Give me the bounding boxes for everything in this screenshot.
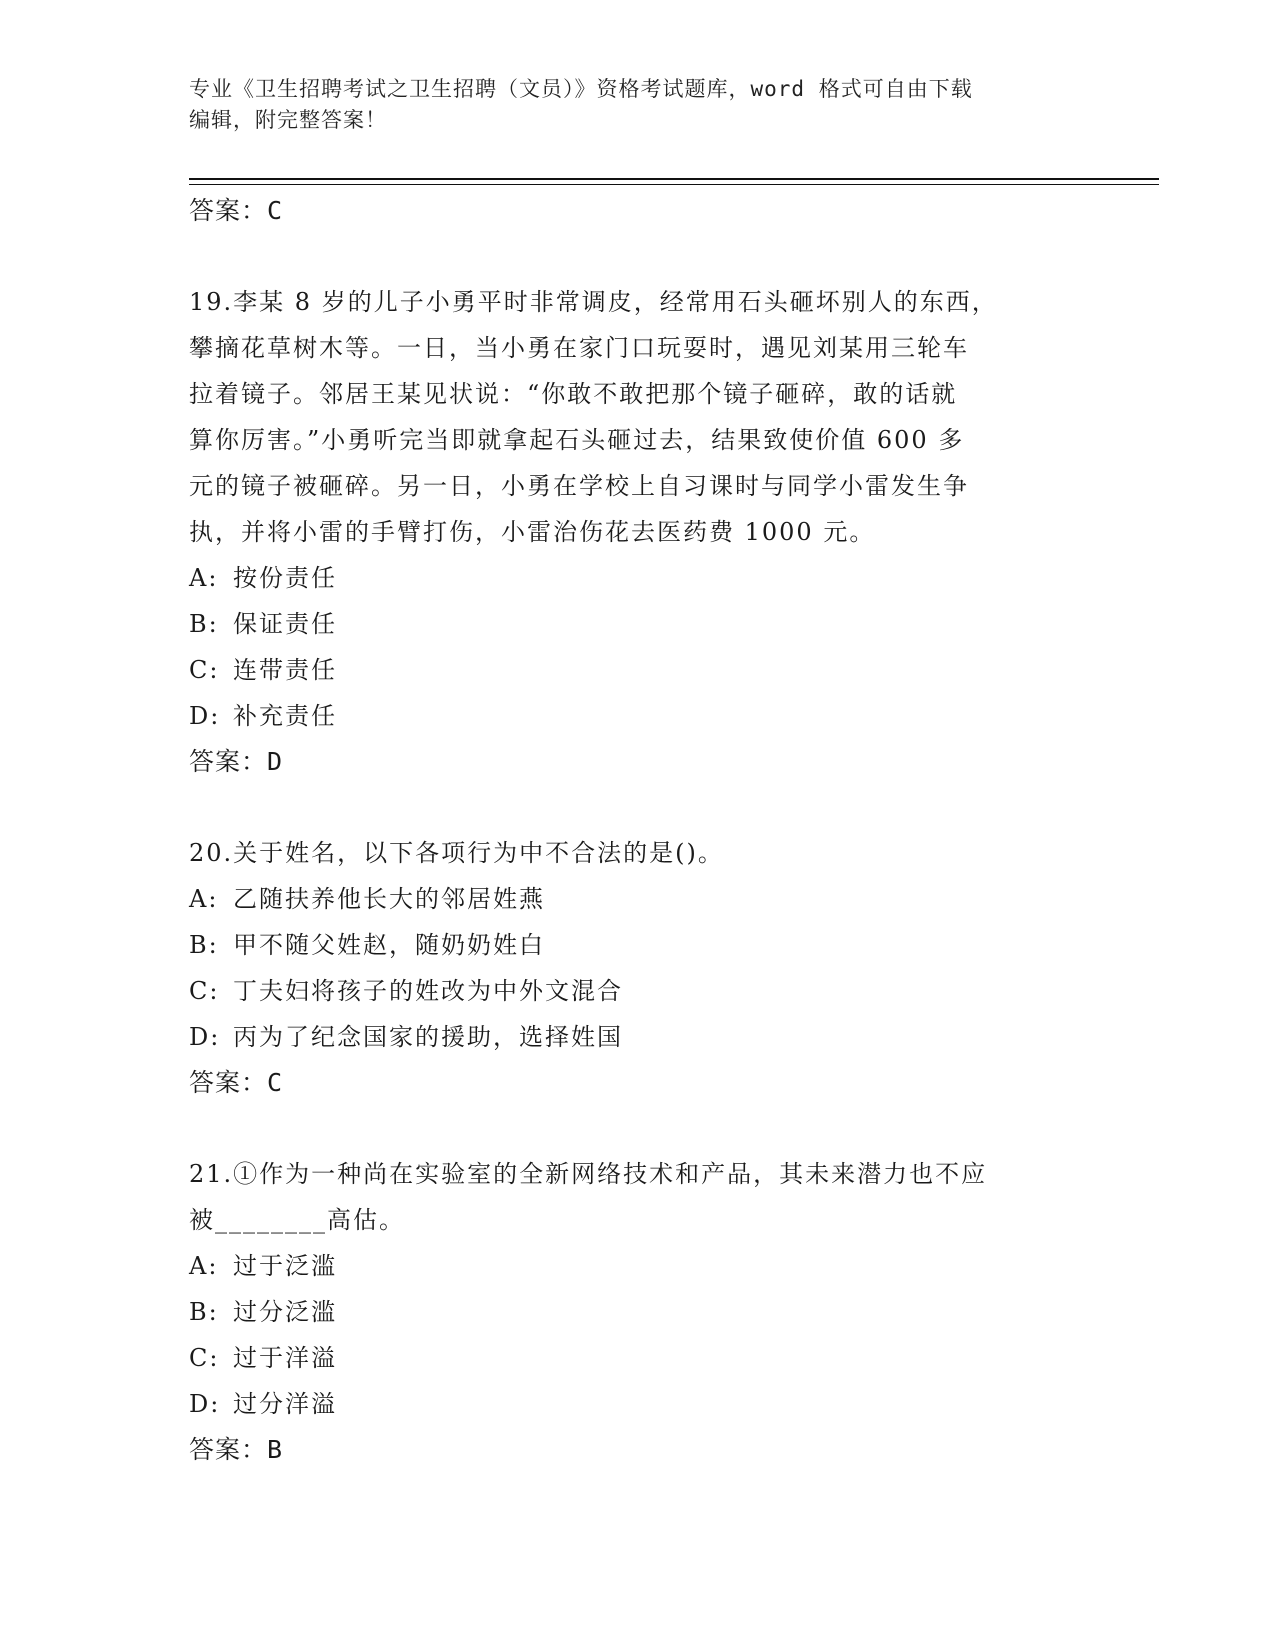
option-a	[189, 1243, 1089, 1289]
option-d	[189, 693, 1089, 739]
header-rule-thin	[189, 184, 1159, 185]
header-rule-thick	[189, 178, 1159, 180]
option-a	[189, 876, 1089, 922]
question-text-line: 元的镜子被砸碎。另一日，小勇在学校上自习课时与同学小雷发生争	[189, 472, 969, 500]
option-a	[189, 555, 1089, 601]
header-line-2: 编辑，附完整答案！	[189, 108, 387, 132]
question-text-line: 攀摘花草树木等。一日，当小勇在家门口玩耍时，遇见刘某用三轮车	[189, 334, 969, 362]
option-text: 过分泛滥	[233, 1298, 337, 1326]
option-text: 乙随扶养他长大的邻居姓燕	[233, 885, 545, 913]
option-label: A:	[189, 1252, 219, 1280]
option-d	[189, 1381, 1089, 1427]
option-text: 过分洋溢	[233, 1390, 337, 1418]
question-text-line: 被________高估。	[189, 1206, 405, 1234]
option-label: B:	[189, 610, 219, 638]
option-label: C:	[189, 1344, 220, 1372]
header-line-1: 专业《卫生招聘考试之卫生招聘（文员）》资格考试题库，word 格式可自由下载	[189, 77, 973, 101]
option-b	[189, 922, 1089, 968]
answer-line: 答案：B	[189, 1435, 284, 1464]
option-label: D:	[189, 1023, 221, 1051]
option-label: B:	[189, 931, 219, 959]
option-text: 补充责任	[233, 702, 337, 730]
option-text: 连带责任	[233, 656, 337, 684]
option-b	[189, 601, 1089, 647]
question-text-line: 20.关于姓名，以下各项行为中不合法的是()。	[189, 839, 724, 867]
option-label: D:	[189, 702, 221, 730]
option-label: A:	[189, 885, 219, 913]
answer-line: 答案：C	[189, 196, 284, 225]
option-text: 过于洋溢	[233, 1344, 337, 1372]
option-label: A:	[189, 564, 219, 592]
option-text: 按份责任	[233, 564, 337, 592]
option-c	[189, 647, 1089, 693]
question-block	[189, 830, 1089, 1106]
option-text: 甲不随父姓赵，随奶奶姓白	[233, 931, 545, 959]
option-label: B:	[189, 1298, 219, 1326]
question-text-line: 19.李某 8 岁的儿子小勇平时非常调皮，经常用石头砸坏别人的东西，	[189, 288, 998, 316]
answer-line: 答案：D	[189, 747, 284, 776]
option-text: 丁夫妇将孩子的姓改为中外文混合	[233, 977, 623, 1005]
question-text-line: 21.①作为一种尚在实验室的全新网络技术和产品，其未来潜力也不应	[189, 1160, 988, 1188]
document-header	[189, 74, 1089, 136]
option-c	[189, 968, 1089, 1014]
answer-line: 答案：C	[189, 1068, 284, 1097]
option-d	[189, 1014, 1089, 1060]
option-text: 过于泛滥	[233, 1252, 337, 1280]
option-label: C:	[189, 977, 220, 1005]
question-block	[189, 279, 1089, 785]
question-text-line: 算你厉害。”小勇听完当即就拿起石头砸过去，结果致使价值 600 多	[189, 426, 965, 454]
option-label: C:	[189, 656, 220, 684]
option-text: 丙为了纪念国家的援助，选择姓国	[233, 1023, 623, 1051]
option-label: D:	[189, 1390, 221, 1418]
question-text-line: 执，并将小雷的手臂打伤，小雷治伤花去医药费 1000 元。	[189, 518, 876, 546]
option-c	[189, 1335, 1089, 1381]
document-body	[189, 188, 1089, 1473]
question-block	[189, 1151, 1089, 1473]
question-text-line: 拉着镜子。邻居王某见状说：“你敢不敢把那个镜子砸碎，敢的话就	[189, 380, 958, 408]
option-b	[189, 1289, 1089, 1335]
option-text: 保证责任	[233, 610, 337, 638]
